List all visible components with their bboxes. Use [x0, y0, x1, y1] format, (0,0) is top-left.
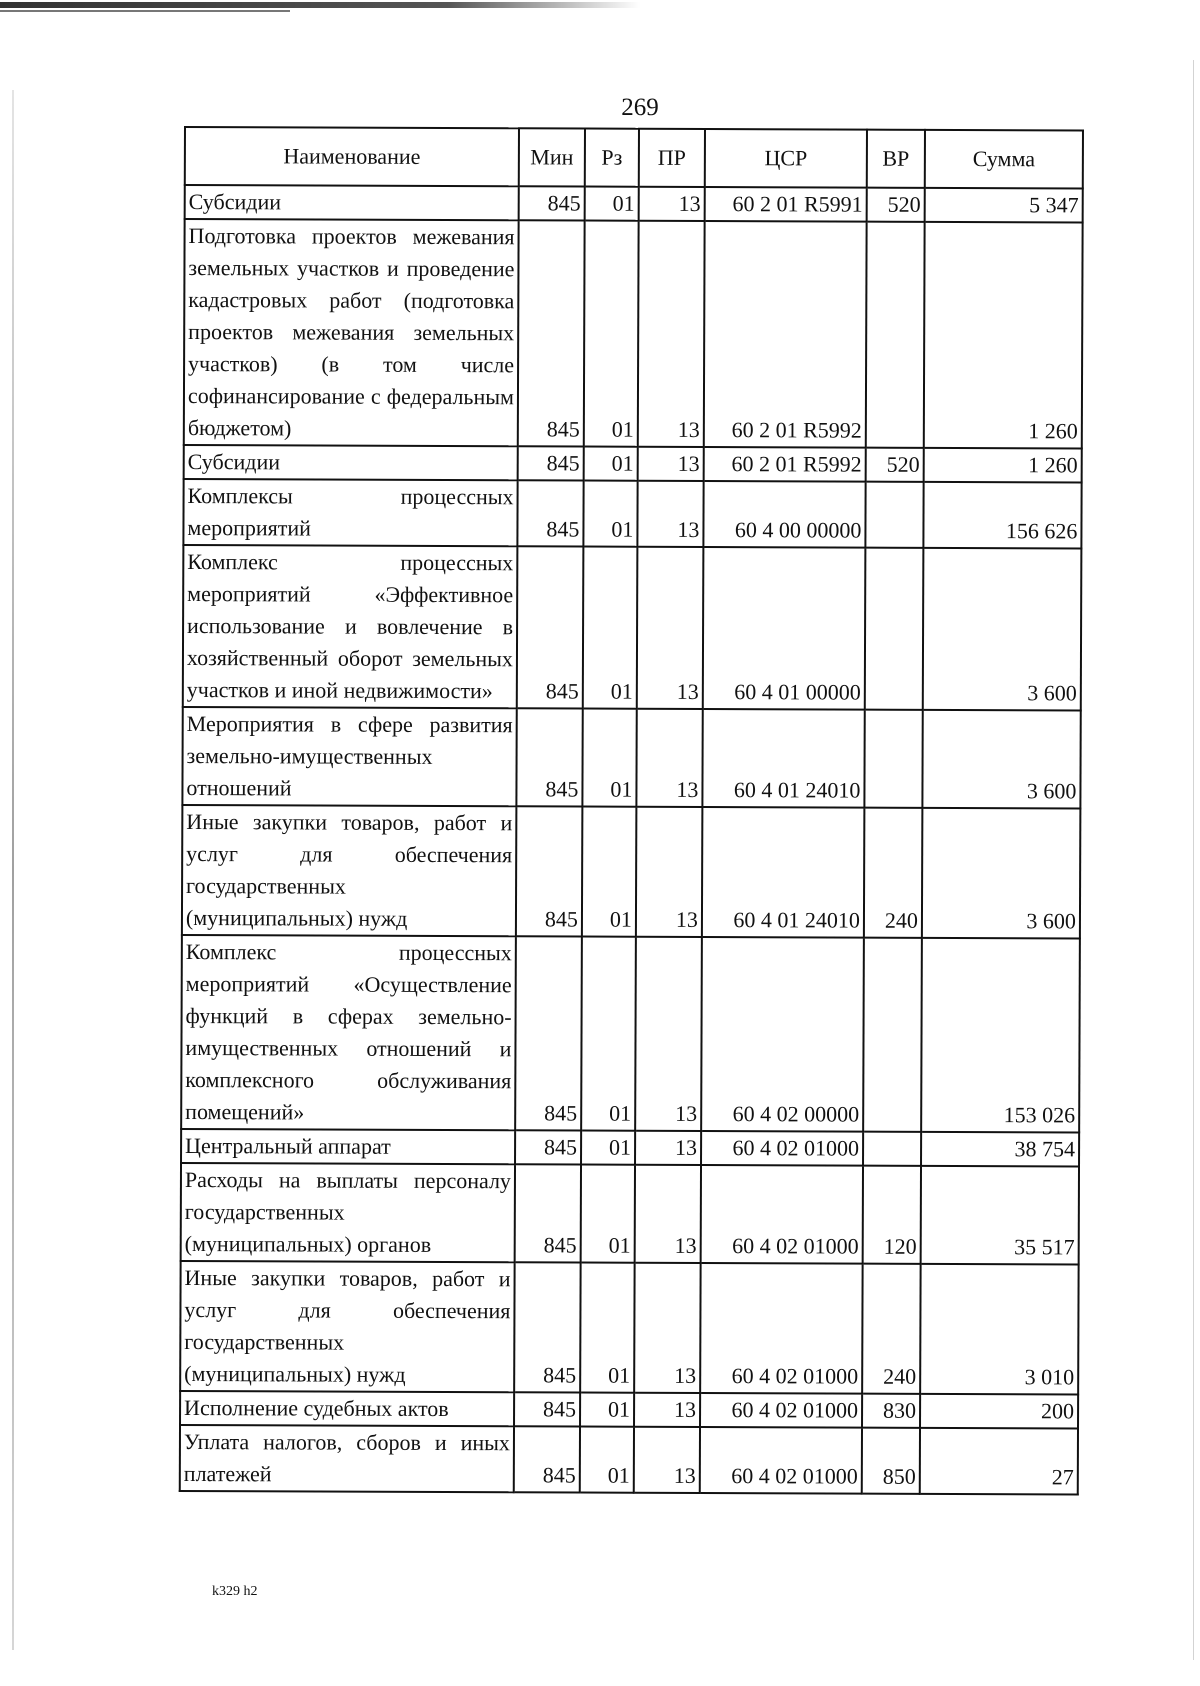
cell-vr: 520 — [866, 448, 924, 482]
table-row — [182, 707, 1080, 808]
cell-vr — [865, 482, 923, 548]
cell-csr: 60 4 02 01000 — [700, 1393, 862, 1428]
cell-pr: 13 — [638, 447, 704, 481]
cell-min: 845 — [519, 186, 585, 220]
scan-edge-left — [12, 90, 14, 1650]
cell-vr — [864, 710, 922, 808]
cell-sum: 156 626 — [923, 482, 1081, 549]
cell-min: 845 — [518, 446, 584, 480]
cell-sum: 153 026 — [921, 938, 1080, 1133]
cell-min: 845 — [515, 1130, 581, 1164]
cell-sum: 5 347 — [925, 188, 1083, 223]
cell-pr: 13 — [634, 1263, 700, 1393]
cell-name: Комплексы процессных мероприятий — [183, 479, 517, 546]
cell-min: 845 — [516, 708, 582, 806]
cell-rz: 01 — [583, 481, 637, 547]
header-sum: Сумма — [925, 130, 1083, 189]
cell-sum: 27 — [920, 1428, 1078, 1495]
cell-pr: 13 — [637, 547, 704, 709]
cell-min: 845 — [515, 1164, 581, 1262]
cell-rz: 01 — [582, 807, 636, 937]
table-row — [181, 1163, 1079, 1264]
cell-csr: 60 4 01 24010 — [702, 709, 864, 808]
table-row — [183, 545, 1082, 710]
cell-rz: 01 — [580, 1263, 634, 1393]
cell-pr: 13 — [635, 937, 702, 1131]
cell-rz: 01 — [581, 1165, 635, 1263]
cell-pr: 13 — [637, 481, 703, 547]
cell-pr: 13 — [634, 1427, 700, 1493]
cell-rz: 01 — [581, 937, 636, 1131]
cell-rz: 01 — [583, 547, 638, 709]
cell-name: Комплекс процессных мероприятий «Осуществление функций в сферах земельно-имущественных отношений и комплексного обслуживания помещений» — [181, 935, 516, 1130]
cell-sum: 200 — [920, 1394, 1078, 1429]
cell-vr: 120 — [863, 1166, 921, 1264]
budget-table — [179, 126, 1084, 1495]
cell-min: 845 — [517, 480, 583, 546]
cell-rz: 01 — [584, 221, 639, 447]
header-vr: ВР — [867, 130, 925, 188]
cell-name: Подготовка проектов межевания земельных участков и проведение кадастровых работ (подготовка проектов межевания земельных участков) (в том числе софинансирование с федеральным бюджетом) — [184, 219, 519, 446]
cell-sum: 1 260 — [924, 448, 1082, 483]
cell-pr: 13 — [639, 187, 705, 221]
footer-code: k329 h2 — [212, 1584, 258, 1599]
scan-edge-right — [1193, 60, 1194, 1660]
cell-csr: 60 4 02 00000 — [701, 937, 864, 1132]
table-row — [180, 1261, 1078, 1394]
cell-csr: 60 2 01 R5992 — [704, 221, 867, 448]
header-rz: Рз — [585, 129, 639, 187]
cell-name: Субсидии — [184, 445, 518, 480]
cell-name: Иные закупки товаров, работ и услуг для обеспечения государственных (муниципальных) нужд — [182, 805, 516, 936]
header-name: Наименование — [185, 127, 519, 186]
cell-pr: 13 — [636, 807, 702, 937]
cell-name: Центральный аппарат — [181, 1129, 515, 1164]
cell-sum: 38 754 — [921, 1132, 1079, 1167]
header-csr: ЦСР — [705, 129, 867, 188]
cell-min: 845 — [518, 220, 585, 446]
cell-rz: 01 — [585, 187, 639, 221]
cell-name: Субсидии — [185, 185, 519, 220]
cell-vr: 830 — [862, 1394, 920, 1428]
cell-sum: 35 517 — [921, 1166, 1079, 1265]
cell-vr: 520 — [867, 188, 925, 222]
cell-rz: 01 — [581, 1131, 635, 1165]
cell-vr: 850 — [862, 1428, 920, 1494]
cell-name: Мероприятия в сфере развития земельно-имущественных отношений — [182, 707, 516, 806]
cell-min: 845 — [514, 1262, 580, 1392]
cell-rz: 01 — [584, 447, 638, 481]
cell-csr: 60 2 01 R5991 — [705, 187, 867, 222]
cell-min: 845 — [517, 546, 584, 708]
cell-sum: 3 600 — [923, 548, 1082, 711]
cell-rz: 01 — [580, 1427, 634, 1493]
cell-name: Расходы на выплаты персоналу государственных (муниципальных) органов — [181, 1163, 515, 1262]
table-body — [180, 185, 1083, 1494]
table-row — [185, 185, 1083, 222]
cell-vr — [863, 938, 922, 1132]
table-row — [180, 1391, 1078, 1428]
table-row — [181, 1129, 1079, 1166]
cell-pr: 13 — [635, 1131, 701, 1165]
table-row — [183, 479, 1081, 548]
cell-csr: 60 4 01 24010 — [702, 807, 864, 938]
table-header-row — [185, 127, 1083, 188]
cell-pr: 13 — [638, 221, 705, 447]
scan-edge-top-line — [0, 10, 290, 12]
cell-csr: 60 2 01 R5992 — [704, 447, 866, 482]
cell-rz: 01 — [580, 1393, 634, 1427]
cell-vr: 240 — [862, 1264, 920, 1394]
cell-min: 845 — [514, 1392, 580, 1426]
cell-sum: 3 010 — [920, 1264, 1078, 1395]
cell-vr: 240 — [864, 808, 922, 938]
cell-vr — [863, 1132, 921, 1166]
cell-csr: 60 4 02 01000 — [701, 1131, 863, 1166]
cell-min: 845 — [516, 806, 582, 936]
scan-edge-top — [0, 2, 640, 8]
cell-csr: 60 4 02 01000 — [700, 1427, 862, 1494]
cell-min: 845 — [514, 1426, 580, 1492]
cell-min: 845 — [515, 936, 582, 1130]
cell-csr: 60 4 00 00000 — [703, 481, 865, 548]
header-min: Мин — [519, 128, 585, 186]
cell-sum: 1 260 — [924, 222, 1083, 449]
cell-csr: 60 4 02 01000 — [700, 1263, 862, 1394]
page-number: 269 — [621, 94, 659, 121]
cell-csr: 60 4 02 01000 — [701, 1165, 863, 1264]
table-row — [184, 445, 1082, 482]
header-pr: ПР — [639, 129, 705, 187]
table-row — [180, 1425, 1078, 1494]
cell-vr — [866, 222, 925, 448]
cell-rz: 01 — [582, 709, 636, 807]
cell-name: Иные закупки товаров, работ и услуг для обеспечения государственных (муниципальных) нужд — [180, 1261, 514, 1392]
cell-pr: 13 — [636, 709, 702, 807]
table-row — [184, 219, 1083, 448]
cell-name: Комплекс процессных мероприятий «Эффективное использование и вовлечение в хозяйственный оборот земельных участков и иной недвижимости» — [183, 545, 518, 708]
cell-csr: 60 4 01 00000 — [703, 547, 866, 710]
cell-name: Исполнение судебных актов — [180, 1391, 514, 1426]
table-row — [181, 935, 1080, 1132]
cell-name: Уплата налогов, сборов и иных платежей — [180, 1425, 514, 1492]
cell-vr — [865, 548, 924, 710]
cell-sum: 3 600 — [922, 808, 1080, 939]
cell-sum: 3 600 — [922, 710, 1080, 809]
table-row — [182, 805, 1080, 938]
cell-pr: 13 — [634, 1393, 700, 1427]
cell-pr: 13 — [635, 1165, 701, 1263]
